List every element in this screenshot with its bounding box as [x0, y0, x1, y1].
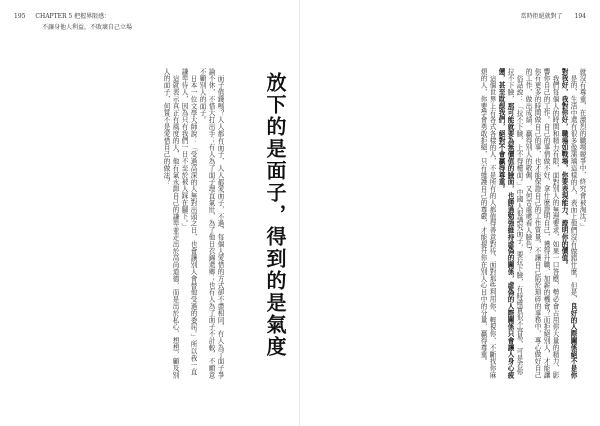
- left-chapter-title: CHAPTER 5 把握界限感：: [35, 13, 111, 20]
- right-running-header: [521, 13, 586, 21]
- page-gutter: [299, 0, 300, 426]
- right-page-paragraph: [577, 68, 586, 380]
- left-page-paragraph: [161, 68, 179, 380]
- right-page-number: 194: [574, 13, 586, 20]
- body-text: 我們每個人的時間和精力有限，面對別人的無理要求，如果一口答應，勢必會占用你大量的精力，影響你自己的工作。自己的事情做不好，拿什麼證明自己，獲得升職、加薪的機會？而拒絕別人，才能讓你有更多的時間做自己的事，也才能保證自己的工作質量，不讓自己陷於瑣碎的事務中，專心做好自己的工作，做出成績，贏得別人的敬佩，又何苦處處看人臉色？: [524, 68, 559, 379]
- right-page-paragraph: [478, 68, 496, 380]
- body-text: 就沒有尊重，在激烈的職場競爭中，終究會被淘汰。」: [578, 68, 586, 231]
- left-running-header: [14, 13, 110, 21]
- emphasized-text: 那可能就要為無價值的臉面，也勝過勉強維持虛偽的關係，虛偽的人際關係只會讓人身心疲憊，甚至耽誤我們，絕對不會贏得尊重。: [497, 68, 514, 379]
- body-text: 日本一位文學大師說：「受過高深的人無對出頭之日，也會讓別人會替他受過的委屈。」所以我一直謙卑待人，因為只有我們一日不至於被人踩在腳下。」: [180, 68, 197, 375]
- left-page-paragraph: [179, 68, 197, 380]
- left-page-number: 195: [14, 13, 26, 20]
- emphasized-text: 良好的人際關係絕不是你對我好，我對你好，職場如戰場，你要表現能力，證明你的價值。: [560, 68, 577, 379]
- section-heading: 放下的是面子，得到的是氣度: [263, 72, 287, 358]
- right-running-title: 當時拒絕就對了: [520, 13, 563, 20]
- body-text: 面子值錢嗎？人人都有面子，人人都愛面子，不過，每個人愛惜的方式卻不盡相同，有人為了面子爭論不休，不惜大打出手；有人為了面子理直氣壯，為了他日衣錦還鄉；也有人為了面子不計較，不願意不顧別人的面子。: [198, 68, 224, 379]
- right-page-paragraph: [523, 68, 559, 380]
- body-text: 是的，生活中還有很多像蒲瑀這樣的人，表面上他們沒有做錯什麼，但是，: [569, 74, 577, 303]
- right-page-paragraph: [559, 68, 577, 380]
- right-page-body: [342, 68, 586, 380]
- body-text: 這個世界上有各式各樣的人，不是所有的人都值得善意對待，面對那些利用你、輕視你、不斷找你麻煩的人，你要學會勇敢拒絕，只有維護自己的尊嚴，才能提升你在別人心目中的分量，贏得尊重。: [479, 68, 496, 379]
- body-text: 俗話說：「拉不下臉，上不得檯面。」中國人很講究面子，要拉下臉，有時確實很不容易，可是若你拉不下臉，: [506, 68, 523, 375]
- right-page-paragraph: [496, 68, 523, 380]
- left-page-paragraph: [197, 68, 224, 380]
- body-text: 這就表示真正有風度的人，他有氣永卸自己的謙卑並走出於高尚道德，而是出於私心，想想，顧及別人的面子，何嘗不是愛惜自己的做法？: [162, 68, 179, 379]
- left-page-body: [16, 68, 224, 380]
- left-chapter-subtitle: 不讓身他人利益，不敗壞自己立場: [42, 24, 133, 31]
